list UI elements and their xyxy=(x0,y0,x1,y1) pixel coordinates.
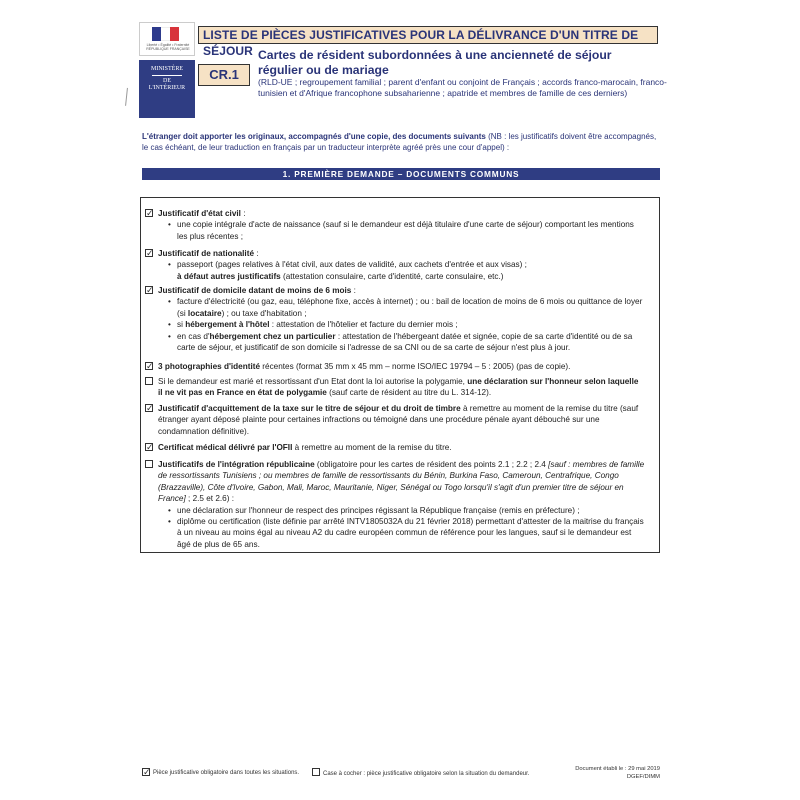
item-title: Justificatif d'acquittement de la taxe sur le titre de séjour et du droit de timbre xyxy=(158,404,461,413)
bullet-text: en cas d' xyxy=(177,331,210,341)
checkbox-checked[interactable]: ✓ xyxy=(146,248,154,258)
bullet-text: ) ; ou taxe d'habitation ; xyxy=(221,308,307,318)
bullet-bold: à défaut autres justificatifs xyxy=(177,271,281,281)
list-item xyxy=(145,442,645,453)
legend-checked xyxy=(142,768,299,778)
item-text: à remettre au moment de la remise du titre. xyxy=(292,443,452,452)
checkbox-checked[interactable]: ✓ xyxy=(146,403,154,413)
bullet-bold: locataire xyxy=(187,308,222,318)
bullet-text: passeport (pages relatives à l'état civil, aux dates de validité, aux cachets d'entrée et aux visas) ; xyxy=(177,260,527,270)
item-text: (obligatoire pour les cartes de résident des points 2.1 ; 2.2 ; 2.4 xyxy=(314,460,549,469)
document-date: Document établi le : 29 mai 2019 xyxy=(575,766,660,772)
bullet: • une déclaration sur l'honneur de respect des principes régissant la République française (remis en préfecture) ; xyxy=(168,505,645,516)
bullet-text: : attestation de l'hébergeant datée et signée, copie de sa carte d'identité ou de sa carte de séjour, et justificatif de son domicile si l'adresse de sa CNI ou de sa carte de séjour n'est plus à jour. xyxy=(177,331,633,353)
bullet: • une copie intégrale d'acte de naissance (sauf si le demandeur est déjà titulaire d'une carte de séjour) comportant les mentions les plus récentes ; xyxy=(168,219,645,242)
document-meta xyxy=(566,765,660,781)
ministry-line1: MINISTÈRE xyxy=(151,66,183,72)
legend-unchecked xyxy=(312,768,529,779)
bullet-text: si xyxy=(177,320,186,330)
item-text: (sauf carte de résident au titre du L. 314-12). xyxy=(326,388,492,398)
item-text: : xyxy=(351,286,356,295)
list-item xyxy=(145,248,645,282)
ministry-line3: L'INTÉRIEUR xyxy=(148,85,186,91)
checkbox-checked-icon: ✓ xyxy=(143,767,151,777)
item-title: Justificatif d'état civil xyxy=(158,209,241,218)
bullet xyxy=(168,319,645,330)
document-scope: (RLD-UE ; regroupement familial ; parent d'enfant ou conjoint de Français ; accords franco-marocain, franco-tunisien et d'Afrique francophone subsaharienne ; apatride et membres de famille de ces derniers) xyxy=(258,77,667,98)
item-text: ; 2.5 et 2.6) : xyxy=(185,494,235,504)
section-title: 1. PREMIÈRE DEMANDE – DOCUMENTS COMMUNS xyxy=(142,168,660,180)
lead-paragraph xyxy=(142,131,662,153)
lead-bold: L'étranger doit apporter les originaux, accompagnés d'une copie, des documents suivants xyxy=(142,132,486,141)
lead-rest: (NB : les justificatifs doivent être accompagnés, le cas échéant, de leur traduction en français par un traducteur interprète agréé près une cour d'appel) : xyxy=(142,132,657,152)
republique-francaise-logo xyxy=(139,22,195,56)
checkbox-checked[interactable]: ✓ xyxy=(146,442,154,452)
scan-mark xyxy=(125,88,131,106)
list-item xyxy=(145,208,645,242)
bullet: • diplôme ou certification (liste définie par arrêté INTV1805032A du 21 février 2018) permettant d'attester de la maitrise du français à un niveau au moins égal au niveau A2 du cadre européen commun de référence pour les langues, sauf si le demandeur est âgé de plus de 65 ans. xyxy=(168,516,645,550)
bullet xyxy=(168,259,645,282)
bullet-text: facture d'électricité (ou gaz, eau, téléphone fixe, accès à internet) ; ou : bail de location de moins de 6 mois ou quittance de loyer (si xyxy=(177,297,643,318)
checkbox-checked[interactable]: ✓ xyxy=(146,208,154,218)
checkbox-empty-icon xyxy=(312,768,320,776)
checkbox-unchecked[interactable] xyxy=(145,377,153,385)
checkbox-unchecked[interactable] xyxy=(145,460,153,468)
list-item xyxy=(145,376,645,399)
list-item xyxy=(145,285,645,353)
document-service: DGEF/DIMM xyxy=(626,774,660,780)
bullet xyxy=(168,331,645,354)
bullet-bold: hébergement à l'hôtel xyxy=(185,320,270,330)
item-text: : xyxy=(254,249,259,258)
legend-text: Pièce justificative obligatoire dans toutes les situations. xyxy=(153,770,300,776)
item-title: Justificatifs de l'intégration républicaine xyxy=(158,460,315,469)
checkbox-checked[interactable]: ✓ xyxy=(146,361,154,371)
ministry-block xyxy=(139,60,195,118)
item-title: Justificatif de nationalité xyxy=(158,249,254,258)
item-text: à remettre au moment de la remise du titre (sauf étranger ayant déposé plainte pour certaines infractions ou témoigné dans une procédure pénale ayant débouché sur une condamnation définitive). xyxy=(158,404,639,436)
logo-caption: Liberté • Égalité • Fraternité RÉPUBLIQUE FRANÇAISE xyxy=(146,43,190,51)
checkbox-checked[interactable]: ✓ xyxy=(146,285,154,295)
bullet-text: (attestation consulaire, carte d'identité, carte consulaire, etc.) xyxy=(280,271,504,281)
item-bold: une déclaration sur l'honneur selon laquelle il ne vit pas en France en état de polygamie xyxy=(158,377,639,398)
item-italic: [sauf : membres de famille de ressortissants Tunisiens ; ou membres de famille de ressortissants du Bénin, Burkina Faso, Cameroun, Centrafrique, Congo (Brazzaville), Côte d'Ivoire, Gabon, Mali, Maroc, Mauritanie, Niger, Sénégal ou Togo lorsqu'il s'agit d'un premier titre de séjour en France] xyxy=(158,460,645,504)
item-text: récentes (format 35 mm x 45 mm – norme ISO/IEC 19794 – 5 : 2005) (pas de copie). xyxy=(260,362,571,371)
list-item xyxy=(145,361,645,372)
bullet xyxy=(168,296,645,319)
document-subtitle: Cartes de résident subordonnées à une ancienneté de séjour régulier ou de mariage xyxy=(258,48,612,77)
ministry-line2: DE xyxy=(163,78,171,84)
item-title: 3 photographies d'identité xyxy=(158,362,261,371)
bullet-bold: hébergement chez un particulier xyxy=(209,331,336,341)
document-code: CR.1 xyxy=(198,64,250,86)
item-text: Si le demandeur est marié et ressortissant d'un Etat dont la loi autorise la polygamie, xyxy=(158,377,468,386)
list-item xyxy=(145,459,645,550)
legend-text: Case à cocher : pièce justificative obligatoire selon la situation du demandeur. xyxy=(323,771,530,777)
item-title: Certificat médical délivré par l'OFII xyxy=(158,443,293,452)
list-item xyxy=(145,403,645,437)
bullet-text: : attestation de l'hôtelier et facture du dernier mois ; xyxy=(269,320,458,330)
document-title: LISTE DE PIÈCES JUSTIFICATIVES POUR LA DÉLIVRANCE D'UN TITRE DE SÉJOUR xyxy=(198,26,658,44)
item-title: Justificatif de domicile datant de moins de 6 mois xyxy=(158,286,352,295)
item-text: : xyxy=(240,209,246,218)
